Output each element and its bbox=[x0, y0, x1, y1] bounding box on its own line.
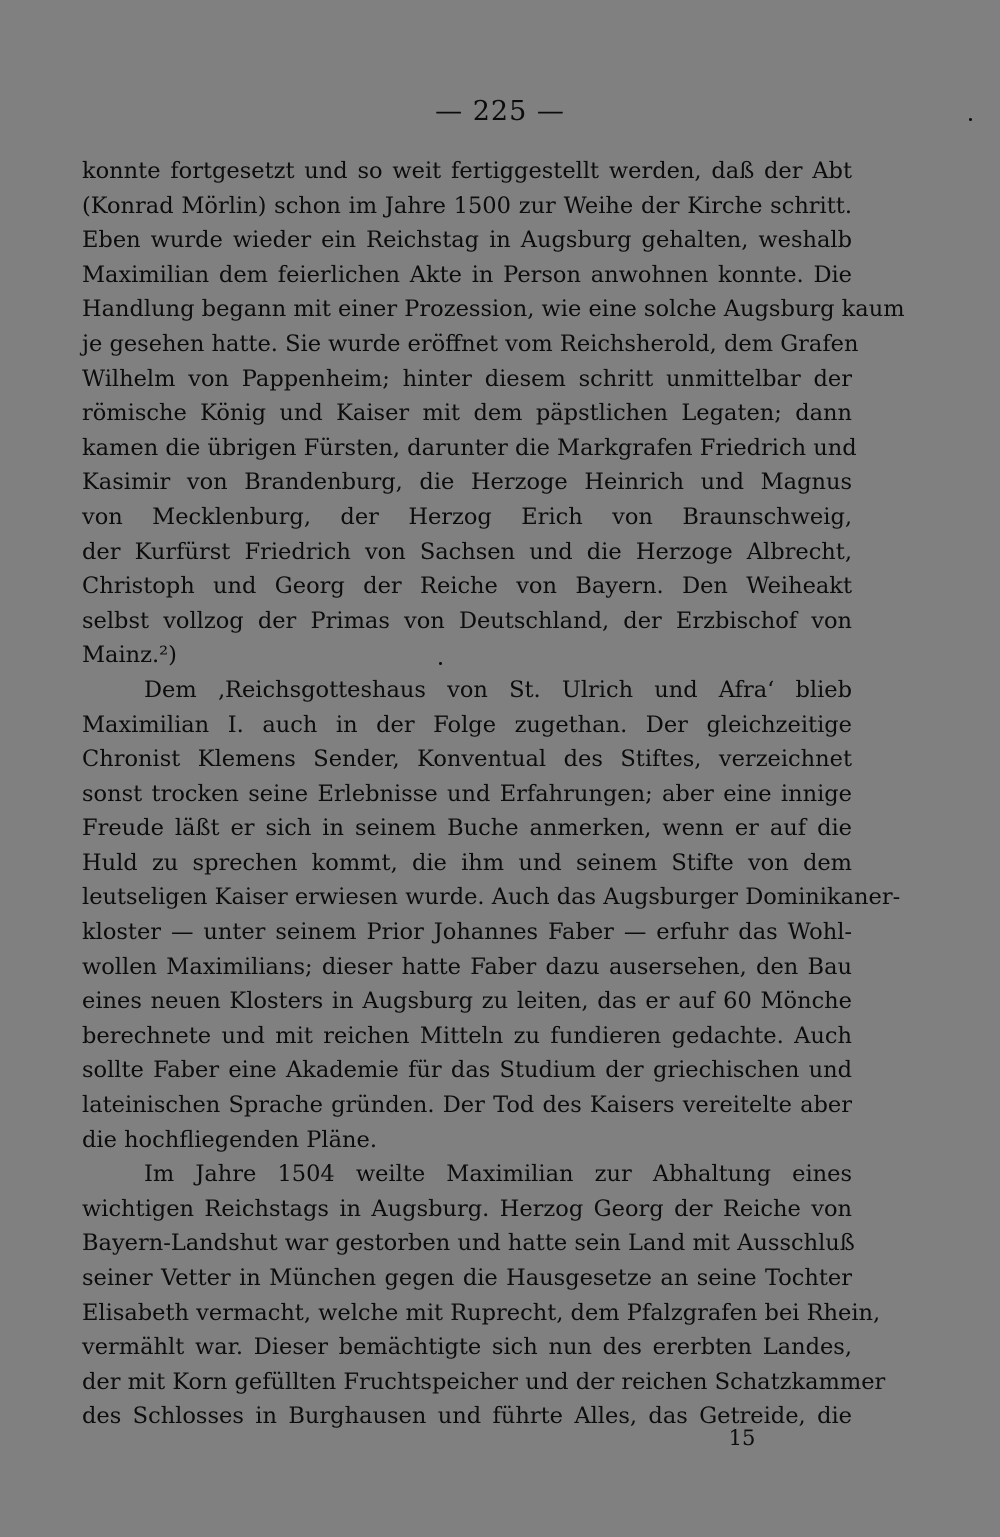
text-line: von Mecklenburg, der Herzog Erich von Braunschweig, bbox=[82, 503, 852, 530]
text-line: Maximilian dem feierlichen Akte in Person anwohnen konnte. Die bbox=[82, 261, 852, 288]
paragraph-1 bbox=[82, 154, 905, 673]
paragraph-3 bbox=[82, 1157, 886, 1434]
text-line: Kasimir von Brandenburg, die Herzoge Heinrich und Magnus bbox=[82, 469, 852, 496]
text-line: Huld zu sprechen kommt, die ihm und seinem Stifte von dem bbox=[82, 849, 852, 876]
text-line: lateinischen Sprache gründen. Der Tod des Kaisers vereitelte aber bbox=[82, 1092, 852, 1119]
text-line: des Schlosses in Burghausen und führte Alles, das Getreide, die bbox=[82, 1403, 852, 1430]
text-line: wichtigen Reichstags in Augsburg. Herzog Georg der Reiche von bbox=[82, 1195, 852, 1222]
text-line: Mainz.²) bbox=[82, 642, 177, 669]
scan-speck bbox=[969, 118, 972, 121]
paragraph-2 bbox=[82, 673, 901, 1157]
scan-speck bbox=[439, 662, 442, 665]
text-line: Wilhelm von Pappenheim; hinter diesem schritt unmittelbar der bbox=[82, 365, 852, 392]
text-line: Im Jahre 1504 weilte Maximilian zur Abhaltung eines bbox=[144, 1161, 852, 1188]
text-line: (Konrad Mörlin) schon im Jahre 1500 zur Weihe der Kirche schritt. bbox=[82, 192, 852, 219]
text-line: römische König und Kaiser mit dem päpstlichen Legaten; dann bbox=[82, 400, 852, 427]
text-line: Handlung begann mit einer Prozession, wie eine solche Augsburg kaum bbox=[82, 296, 905, 323]
text-line: selbst vollzog der Primas von Deutschland, der Erzbischof von bbox=[82, 607, 852, 634]
text-line: eines neuen Klosters in Augsburg zu leiten, das er auf 60 Mönche bbox=[82, 988, 852, 1015]
text-line: Elisabeth vermacht, welche mit Ruprecht, dem Pfalzgrafen bei Rhein, bbox=[82, 1299, 881, 1326]
text-line: sonst trocken seine Erlebnisse und Erfahrungen; aber eine innige bbox=[82, 780, 852, 807]
text-line: Christoph und Georg der Reiche von Bayern. Den Weiheakt bbox=[82, 573, 852, 600]
text-line: der mit Korn gefüllten Fruchtspeicher und der reichen Schatzkammer bbox=[82, 1368, 886, 1395]
text-line: leutseligen Kaiser erwiesen wurde. Auch das Augsburger Dominikaner- bbox=[82, 884, 901, 911]
text-line: Bayern-Landshut war gestorben und hatte sein Land mit Ausschluß bbox=[82, 1230, 855, 1257]
text-line: Dem ‚Reichsgotteshaus von St. Ulrich und Afra‘ blieb bbox=[144, 676, 852, 703]
page-number: — 225 — bbox=[435, 96, 565, 127]
text-line: kloster — unter seinem Prior Johannes Faber — erfuhr das Wohl- bbox=[82, 919, 852, 946]
text-line: der Kurfürst Friedrich von Sachsen und die Herzoge Albrecht, bbox=[82, 538, 852, 565]
text-line: konnte fortgesetzt und so weit fertiggestellt werden, daß der Abt bbox=[82, 158, 852, 184]
text-line: die hochfliegenden Pläne. bbox=[82, 1126, 377, 1153]
text-line: berechnete und mit reichen Mitteln zu fundieren gedachte. Auch bbox=[82, 1022, 852, 1049]
printer-signature: 15 bbox=[728, 1426, 756, 1450]
text-line: sollte Faber eine Akademie für das Studium der griechischen und bbox=[82, 1057, 852, 1084]
text-line: Freude läßt er sich in seinem Buche anmerken, wenn er auf die bbox=[82, 815, 852, 842]
text-line: je gesehen hatte. Sie wurde eröffnet vom Reichsherold, dem Grafen bbox=[82, 330, 859, 357]
text-line: wollen Maximilians; dieser hatte Faber dazu ausersehen, den Bau bbox=[82, 953, 852, 980]
body-text bbox=[82, 154, 905, 1434]
text-line: kamen die übrigen Fürsten, darunter die Markgrafen Friedrich und bbox=[82, 434, 857, 461]
text-line: Eben wurde wieder ein Reichstag in Augsburg gehalten, weshalb bbox=[82, 227, 852, 254]
text-line: vermählt war. Dieser bemächtigte sich nun des ererbten Landes, bbox=[82, 1334, 852, 1361]
text-line: seiner Vetter in München gegen die Hausgesetze an seine Tochter bbox=[82, 1265, 852, 1291]
text-line: Chronist Klemens Sender, Konventual des Stiftes, verzeichnet bbox=[82, 746, 852, 773]
text-line: Maximilian I. auch in der Folge zugethan. Der gleichzeitige bbox=[82, 711, 852, 738]
